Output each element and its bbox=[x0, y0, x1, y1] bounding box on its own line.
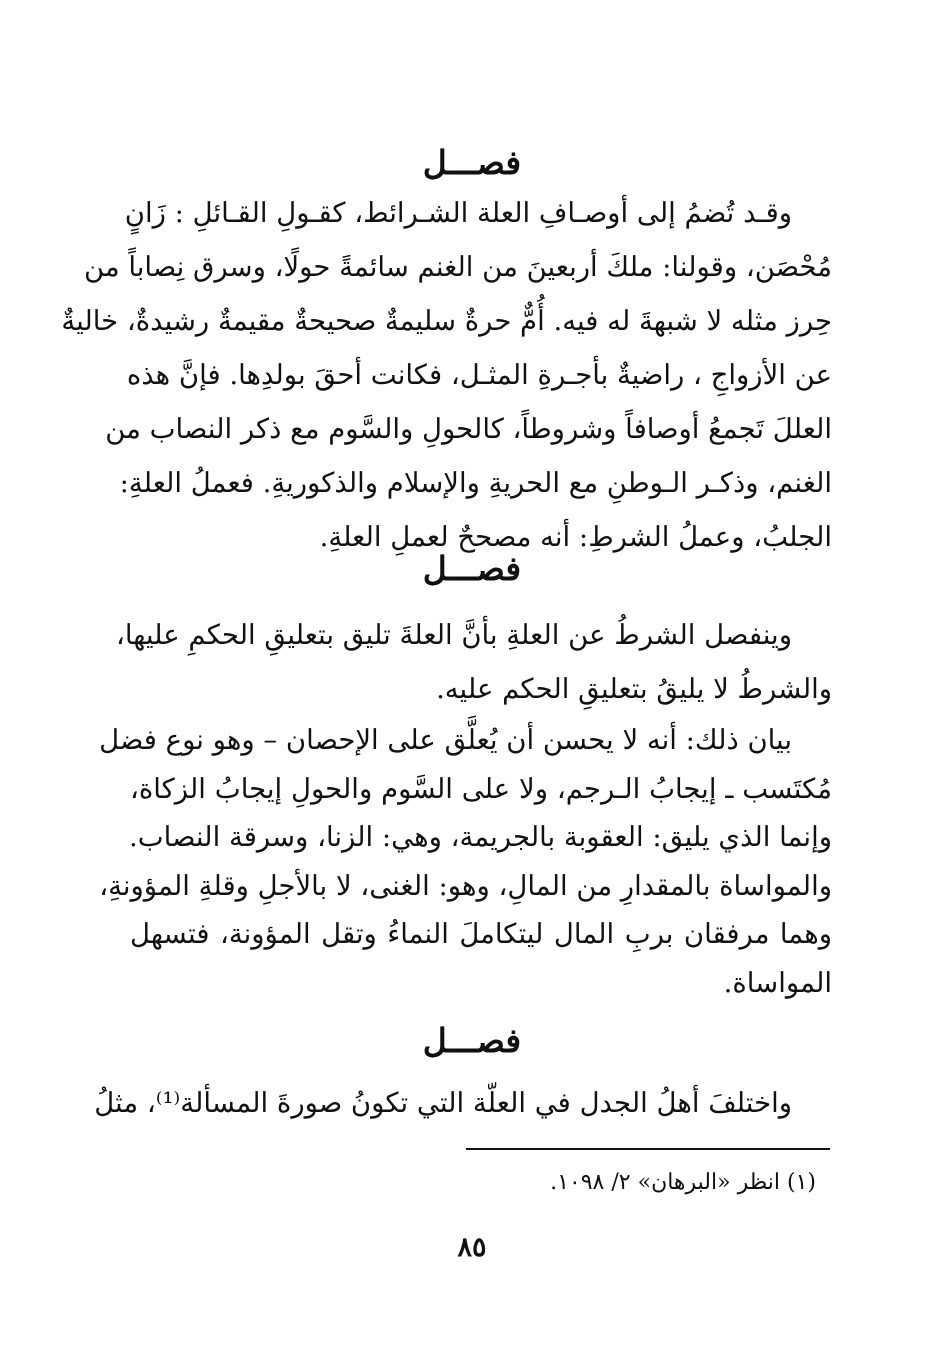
text-line: عن الأزواجِ ، راضيةٌ بأجـرةِ المثـل، فكانت أحقَ بولدِها. فإنَّ هذه bbox=[126, 359, 832, 391]
paragraph bbox=[94, 1076, 832, 1130]
section-heading: فصـــل bbox=[422, 549, 522, 588]
footnote-divider bbox=[466, 1148, 830, 1150]
text-line: بيان ذلك: أنه لا يحسن أن يُعلَّق على الإحصان – وهو نوع فضل bbox=[99, 724, 792, 756]
text-line: والمواساة بالمقدارِ من المالِ، وهو: الغنى، لا بالأجلِ وقلةِ المؤونةِ، bbox=[99, 869, 832, 902]
text-line: مُحْصَن، وقولنا: ملكَ أربعينَ من الغنم سائمةً حولًا، وسرق نِصاباً من bbox=[83, 251, 832, 283]
text-line: المواساة. bbox=[723, 966, 832, 999]
text-line: وهما مرفقان بربِ المال ليتكاملَ النماءُ وتقل المؤونة، فتسهل bbox=[130, 918, 832, 950]
text-line: العللَ تَجمعُ أوصافاً وشروطاً، كالحولِ والسَّوم مع ذكر النصاب من bbox=[105, 413, 832, 445]
text-line: الجلبُ، وعملُ الشرطِ: أنه مصححٌ لعملِ العلةِ. bbox=[319, 521, 832, 553]
text-line: الغنم، وذكـر الـوطنِ مع الحريةِ والإسلام والذكوريةِ. فعملُ العلةِ: bbox=[119, 467, 832, 499]
text-line: حِرز مثله لا شبهةَ له فيه. أُمٌّ حرةٌ سليمةٌ صحيحةٌ مقيمةٌ رشيدةٌ، خاليةٌ bbox=[61, 305, 832, 337]
paragraph bbox=[115, 608, 832, 716]
text-line: وإنما الذي يليق: العقوبة بالجريمة، وهي: الزنا، وسرقة النصاب. bbox=[129, 821, 832, 853]
text-line: مُكتَسب ـ إيجابُ الـرجم، ولا على السَّوم والحولِ إيجابُ الزكاة، bbox=[130, 772, 832, 805]
text-line: والشرطُ لا يليقُ بتعليقِ الحكم عليه. bbox=[436, 673, 832, 705]
paragraph bbox=[61, 186, 832, 564]
footnote: (١) انظر «البرهان» ٢/ ١٠٩٨. bbox=[550, 1170, 816, 1195]
paragraph bbox=[99, 716, 832, 1007]
text-line: وقـد تُضمُ إلى أوصـافِ العلة الشـرائط، كقـولِ القـائلِ : زَانٍ bbox=[124, 197, 792, 229]
section-heading: فصـــل bbox=[422, 1021, 522, 1060]
page-number: ٨٥ bbox=[457, 1232, 487, 1263]
text-line: واختلفَ أهلُ الجدل في العلّة التي تكونُ صورةَ المسألة⁽¹⁾، مثلُ bbox=[94, 1087, 792, 1119]
text-line: وينفصل الشرطُ عن العلةِ بأنَّ العلةَ تليق بتعليقِ الحكمِ عليها، bbox=[115, 619, 792, 651]
section-heading: فصـــل bbox=[422, 143, 522, 182]
